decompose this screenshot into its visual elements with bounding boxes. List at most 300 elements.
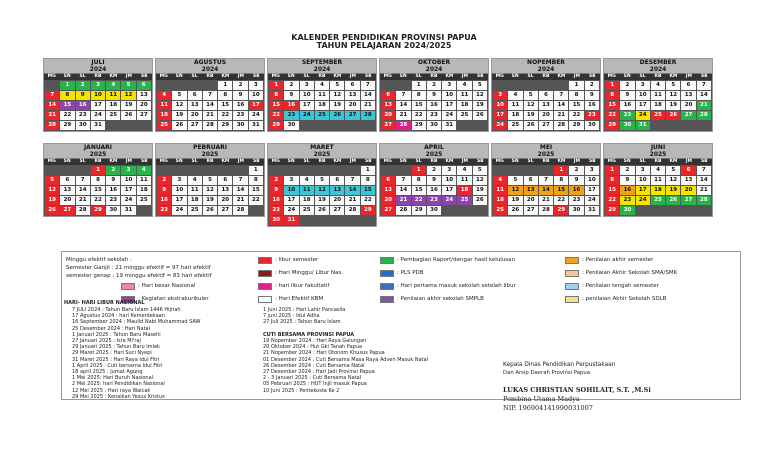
day-cell: 3: [442, 81, 456, 90]
weekday-label: JM: [573, 159, 580, 164]
weekday-label: JM: [573, 74, 580, 79]
day-cell: 21: [539, 196, 553, 205]
weekday-label: SL: [79, 74, 86, 79]
weekday-header: [380, 159, 488, 165]
day-cell: 20: [381, 111, 395, 120]
day-cell: 10: [284, 186, 298, 195]
empty-cell: [172, 81, 186, 90]
day-cell: 14: [45, 101, 59, 110]
day-cell: 24: [442, 111, 456, 120]
day-cell: 11: [315, 91, 329, 100]
month-calendar-april: [379, 143, 489, 217]
day-cell: 1: [412, 81, 426, 90]
legend-label: : Kegiatan ekstrakurikuler: [138, 296, 209, 302]
day-cell: 14: [345, 186, 359, 195]
weekday-label: JM: [349, 159, 356, 164]
day-cell: 19: [473, 101, 487, 110]
day-cell: 10: [442, 176, 456, 185]
weekday-label: JM: [685, 74, 692, 79]
day-cell: 30: [106, 206, 120, 215]
day-cell: 7: [345, 176, 359, 185]
day-cell: 15: [361, 186, 375, 195]
day-cell: 17: [300, 101, 314, 110]
month-header: [604, 144, 712, 159]
weekday-label: SN: [63, 74, 71, 79]
day-cell: 5: [508, 176, 522, 185]
day-cell: 4: [157, 91, 171, 100]
day-grid: [604, 80, 712, 131]
month-calendar-mei: [491, 143, 601, 217]
day-cell: 19: [330, 101, 344, 110]
holiday-entry: 12 Mei 2025 : Hari raya Waicak: [72, 387, 151, 394]
day-cell: 22: [605, 111, 619, 120]
day-cell: 26: [45, 206, 59, 215]
day-cell: 5: [121, 81, 135, 90]
weekday-label: SN: [63, 159, 71, 164]
day-cell: 8: [361, 176, 375, 185]
empty-cell: [697, 206, 711, 215]
day-cell: 23: [569, 196, 583, 205]
weekday-label: SB: [364, 74, 372, 79]
weekday-label: JM: [461, 74, 468, 79]
empty-cell: [651, 206, 665, 215]
day-cell: 28: [76, 206, 90, 215]
day-cell: 5: [473, 166, 487, 175]
holiday-entry: 7 JULI 2024 : Tahun Baru Islam 1446 Hijriah: [72, 307, 181, 313]
day-cell: 25: [106, 111, 120, 120]
empty-cell: [218, 166, 232, 175]
day-cell: 24: [91, 111, 105, 120]
weekday-label: SN: [511, 74, 519, 79]
day-cell: 18: [457, 186, 471, 195]
day-cell: 25: [651, 111, 665, 120]
holidays-column-1: [72, 307, 200, 400]
day-cell: 27: [524, 206, 538, 215]
month-name: SEPTEMBER: [301, 59, 343, 66]
day-cell: 18: [493, 196, 507, 205]
day-cell: 30: [284, 121, 298, 130]
day-cell: 1: [269, 81, 283, 90]
weekday-header: [156, 159, 264, 165]
holiday-entry: 27 Januari 2025 : Isra Mi'raj: [72, 338, 141, 345]
weekday-label: MG: [495, 159, 504, 164]
weekday-label: JM: [685, 159, 692, 164]
empty-cell: [681, 121, 695, 130]
day-cell: 3: [493, 91, 507, 100]
legend-label: : Hari besar Nasional: [138, 283, 196, 289]
day-cell: 29: [569, 121, 583, 130]
day-cell: 31: [284, 216, 298, 225]
empty-cell: [137, 206, 151, 215]
month-header: [156, 144, 264, 159]
month-calendar-juli: [43, 58, 153, 132]
day-cell: 1: [412, 166, 426, 175]
day-cell: 24: [249, 111, 263, 120]
weekday-label: SL: [79, 159, 86, 164]
day-cell: 7: [45, 91, 59, 100]
weekday-label: SB: [140, 74, 148, 79]
day-cell: 17: [442, 186, 456, 195]
day-cell: 4: [457, 81, 471, 90]
day-cell: 6: [524, 176, 538, 185]
day-cell: 12: [45, 186, 59, 195]
day-cell: 22: [269, 111, 283, 120]
day-cell: 27: [218, 206, 232, 215]
page-title: KALENDER PENDIDIKAN PROVINSI PAPUA: [291, 33, 477, 42]
day-cell: 28: [539, 206, 553, 215]
day-cell: 18: [106, 101, 120, 110]
weekday-label: RB: [654, 159, 662, 164]
month-name: APRIL: [424, 144, 444, 151]
day-cell: 27: [330, 206, 344, 215]
month-name: JULI: [91, 59, 105, 66]
day-cell: 8: [605, 176, 619, 185]
month-header: [604, 59, 712, 74]
legend-swatch: [380, 283, 394, 290]
empty-cell: [300, 166, 314, 175]
month-name: MEI: [539, 144, 553, 151]
day-cell: 21: [233, 196, 247, 205]
day-cell: 29: [605, 121, 619, 130]
weekday-label: SL: [527, 74, 534, 79]
holiday-entry: CUTI BERSAMA PROVINSI PAPUA: [263, 331, 355, 338]
day-cell: 9: [620, 176, 634, 185]
day-cell: 24: [636, 196, 650, 205]
day-cell: 10: [91, 91, 105, 100]
day-cell: 26: [666, 196, 680, 205]
day-cell: 29: [361, 206, 375, 215]
day-cell: 2: [233, 81, 247, 90]
day-cell: 22: [361, 196, 375, 205]
holiday-entry: 20 Oktober 2024 : Hut Gki Tanah Papua: [263, 344, 363, 351]
weekday-label: JM: [125, 159, 132, 164]
day-cell: 13: [137, 91, 151, 100]
weekday-label: SN: [623, 159, 631, 164]
day-cell: 31: [249, 121, 263, 130]
day-cell: 29: [91, 206, 105, 215]
day-cell: 12: [172, 101, 186, 110]
day-cell: 23: [585, 111, 599, 120]
empty-cell: [508, 166, 522, 175]
weekday-label: SB: [252, 159, 260, 164]
day-cell: 20: [188, 111, 202, 120]
day-cell: 24: [300, 111, 314, 120]
day-cell: 28: [554, 121, 568, 130]
holiday-entry: 01 Desember 2024 : Cuti Bersama Masa Raya Adven Masuk Natal: [263, 356, 429, 363]
legend-swatch: [380, 270, 394, 277]
day-cell: 21: [697, 186, 711, 195]
signature-office-2: Dan Arsip Daerah Provinsi Papua: [503, 370, 590, 376]
month-year: 2024: [89, 66, 107, 73]
day-cell: 17: [91, 101, 105, 110]
month-year: 2025: [89, 151, 107, 158]
month-year: 2024: [313, 66, 331, 73]
empty-cell: [636, 206, 650, 215]
day-cell: 12: [473, 176, 487, 185]
day-cell: 1: [361, 166, 375, 175]
legend-swatch: [258, 283, 272, 290]
weekday-label: RB: [94, 74, 102, 79]
day-cell: 17: [284, 196, 298, 205]
day-cell: 25: [651, 196, 665, 205]
day-cell: 13: [681, 91, 695, 100]
weekday-header: [380, 74, 488, 80]
day-cell: 21: [697, 101, 711, 110]
day-cell: 14: [539, 186, 553, 195]
day-cell: 22: [412, 111, 426, 120]
day-cell: 20: [330, 196, 344, 205]
day-cell: 26: [473, 196, 487, 205]
day-cell: 16: [427, 186, 441, 195]
weekday-label: RB: [94, 159, 102, 164]
day-cell: 19: [666, 101, 680, 110]
holiday-entry: 1 Januari 2025 : Tahun Baru Masehi: [72, 331, 161, 338]
day-cell: 14: [396, 186, 410, 195]
day-cell: 6: [60, 176, 74, 185]
day-cell: 22: [554, 196, 568, 205]
day-cell: 11: [508, 101, 522, 110]
day-cell: 16: [157, 196, 171, 205]
weekday-label: SB: [476, 159, 484, 164]
weekday-label: SL: [639, 159, 646, 164]
day-cell: 11: [157, 101, 171, 110]
day-cell: 8: [412, 91, 426, 100]
empty-cell: [121, 121, 135, 130]
day-cell: 29: [60, 121, 74, 130]
day-cell: 13: [381, 186, 395, 195]
day-cell: 7: [396, 176, 410, 185]
day-cell: 27: [539, 121, 553, 130]
day-cell: 21: [345, 196, 359, 205]
day-cell: 19: [121, 101, 135, 110]
holiday-entry: 16 September 2024 : Maulid Nabi Muhammad SAW: [72, 319, 201, 326]
weekday-label: JM: [237, 74, 244, 79]
weekday-label: MG: [159, 159, 168, 164]
empty-cell: [651, 121, 665, 130]
weekday-label: SN: [399, 74, 407, 79]
day-cell: 1: [605, 81, 619, 90]
day-cell: 15: [412, 101, 426, 110]
day-cell: 4: [493, 176, 507, 185]
day-cell: 22: [60, 111, 74, 120]
day-cell: 9: [569, 176, 583, 185]
empty-cell: [157, 166, 171, 175]
day-cell: 18: [651, 186, 665, 195]
day-cell: 16: [427, 101, 441, 110]
effective-weeks-label: Minggu efektif sekolah :: [66, 257, 132, 263]
day-cell: 13: [539, 101, 553, 110]
empty-cell: [666, 206, 680, 215]
weekday-label: MG: [47, 74, 56, 79]
holiday-entry: 19 Nopember 2024 : Hari Raya Galungan: [263, 338, 367, 345]
day-cell: 3: [636, 166, 650, 175]
day-cell: 10: [300, 91, 314, 100]
day-grid: [156, 165, 264, 216]
month-year: 2025: [649, 151, 667, 158]
day-cell: 5: [172, 91, 186, 100]
empty-cell: [284, 166, 298, 175]
empty-cell: [666, 121, 680, 130]
legend-label: : Penilaian akhir sekolah SMPLB: [397, 296, 484, 302]
weekday-label: SB: [252, 74, 260, 79]
day-cell: 10: [442, 91, 456, 100]
day-cell: 5: [203, 176, 217, 185]
day-cell: 10: [636, 176, 650, 185]
weekday-label: SN: [287, 159, 295, 164]
weekday-label: JM: [237, 159, 244, 164]
day-cell: 17: [249, 101, 263, 110]
month-header: [268, 144, 376, 159]
day-cell: 7: [539, 176, 553, 185]
day-cell: 11: [651, 176, 665, 185]
weekday-label: JM: [461, 159, 468, 164]
empty-cell: [381, 81, 395, 90]
holiday-entry: 7 juni 2025 : Idul Adha: [263, 313, 320, 320]
day-cell: 12: [666, 176, 680, 185]
month-calendar-pebruari: [155, 143, 265, 217]
day-cell: 25: [300, 206, 314, 215]
signature-rank: Pembina Utama Madya: [503, 395, 580, 403]
legend-label: : Penilaian tengah semester: [582, 283, 659, 289]
legend-label: : libur semester: [275, 257, 319, 263]
day-cell: 14: [697, 91, 711, 100]
empty-cell: [60, 166, 74, 175]
empty-cell: [473, 121, 487, 130]
day-cell: 20: [539, 111, 553, 120]
month-header: [44, 144, 152, 159]
day-cell: 9: [427, 91, 441, 100]
day-cell: 25: [508, 121, 522, 130]
day-cell: 15: [60, 101, 74, 110]
holiday-entry: 2 Mei 2025: hari Pendidikan Nasional: [72, 381, 165, 388]
day-cell: 6: [218, 176, 232, 185]
day-cell: 8: [269, 91, 283, 100]
day-cell: 31: [636, 121, 650, 130]
day-cell: 11: [106, 91, 120, 100]
day-cell: 13: [681, 176, 695, 185]
day-cell: 3: [284, 176, 298, 185]
holiday-entry: 1 April 2025 : Cuti bersama Idul Fitri: [72, 362, 163, 369]
day-cell: 6: [539, 91, 553, 100]
day-cell: 27: [681, 196, 695, 205]
day-cell: 24: [172, 206, 186, 215]
day-cell: 28: [45, 121, 59, 130]
signature-name: LUKAS CHRISTIAN SOHILAIT, S.T. ,M.Si: [503, 386, 651, 394]
day-cell: 6: [345, 81, 359, 90]
day-cell: 25: [493, 206, 507, 215]
day-cell: 10: [585, 176, 599, 185]
weekday-header: [268, 74, 376, 80]
day-cell: 25: [188, 206, 202, 215]
day-cell: 23: [76, 111, 90, 120]
day-cell: 19: [666, 186, 680, 195]
day-cell: 23: [284, 111, 298, 120]
day-cell: 26: [508, 206, 522, 215]
day-cell: 25: [457, 196, 471, 205]
day-cell: 22: [605, 196, 619, 205]
weekday-label: KM: [333, 159, 342, 164]
day-cell: 21: [361, 101, 375, 110]
day-cell: 18: [188, 196, 202, 205]
weekday-label: SB: [364, 159, 372, 164]
day-cell: 2: [269, 176, 283, 185]
legend-swatch: [565, 257, 579, 264]
holiday-entry: 10 Juni 2025 : Pentekosta Ke 2: [263, 387, 340, 394]
weekday-label: MG: [159, 74, 168, 79]
month-header: [492, 59, 600, 74]
legend-swatch: [380, 296, 394, 303]
empty-cell: [45, 81, 59, 90]
legend-swatch: [121, 283, 135, 290]
day-grid: [380, 165, 488, 216]
day-cell: 13: [188, 101, 202, 110]
day-cell: 15: [605, 101, 619, 110]
day-cell: 9: [269, 186, 283, 195]
day-cell: 17: [636, 101, 650, 110]
weekday-header: [44, 74, 152, 80]
empty-cell: [345, 166, 359, 175]
day-cell: 23: [233, 111, 247, 120]
day-cell: 28: [697, 196, 711, 205]
day-cell: 20: [524, 196, 538, 205]
day-cell: 26: [330, 111, 344, 120]
day-cell: 12: [121, 91, 135, 100]
holiday-entry: 27 Juli 2025 : Tahun Baru Islam: [263, 319, 341, 326]
day-cell: 22: [91, 196, 105, 205]
day-cell: 9: [233, 91, 247, 100]
day-cell: 23: [427, 111, 441, 120]
holiday-entry: 31 Maret 2025 : Hari Raya Idul Fitri: [72, 356, 160, 363]
day-cell: 18: [508, 111, 522, 120]
holiday-entry: 29 Mei 2025 : Kenaikan Yesus Kristus: [72, 393, 165, 400]
day-cell: 19: [473, 186, 487, 195]
day-cell: 2: [427, 166, 441, 175]
day-cell: 29: [218, 121, 232, 130]
day-cell: 27: [681, 111, 695, 120]
day-cell: 22: [412, 196, 426, 205]
empty-cell: [249, 206, 263, 215]
day-cell: 9: [427, 176, 441, 185]
day-cell: 20: [345, 101, 359, 110]
day-cell: 7: [396, 91, 410, 100]
month-header: [380, 144, 488, 159]
holiday-entry: 18 april 2025 : Jumat Agung: [72, 369, 143, 376]
weekday-label: SB: [588, 159, 596, 164]
weekday-header: [604, 159, 712, 165]
weekday-label: SL: [527, 159, 534, 164]
day-cell: 8: [605, 91, 619, 100]
day-cell: 19: [315, 196, 329, 205]
day-cell: 29: [554, 206, 568, 215]
effective-ganjil: Semester Ganjil : 21 minggu efektif = 97 hari efektif: [66, 265, 211, 271]
weekday-label: JM: [125, 74, 132, 79]
month-year: 2024: [537, 66, 555, 73]
month-year: 2025: [201, 151, 219, 158]
day-cell: 30: [427, 121, 441, 130]
month-header: [268, 59, 376, 74]
empty-cell: [524, 166, 538, 175]
weekday-label: RB: [430, 74, 438, 79]
day-cell: 26: [172, 121, 186, 130]
weekday-label: SB: [700, 159, 708, 164]
signature-nip: NIP. 196904141990031007: [503, 404, 593, 412]
day-cell: 22: [569, 111, 583, 120]
day-cell: 26: [315, 206, 329, 215]
weekday-label: SL: [303, 159, 310, 164]
holiday-entry: 1 Mei 2025: Hari Buruh Nasional: [72, 375, 154, 382]
empty-cell: [330, 166, 344, 175]
day-cell: 20: [60, 196, 74, 205]
